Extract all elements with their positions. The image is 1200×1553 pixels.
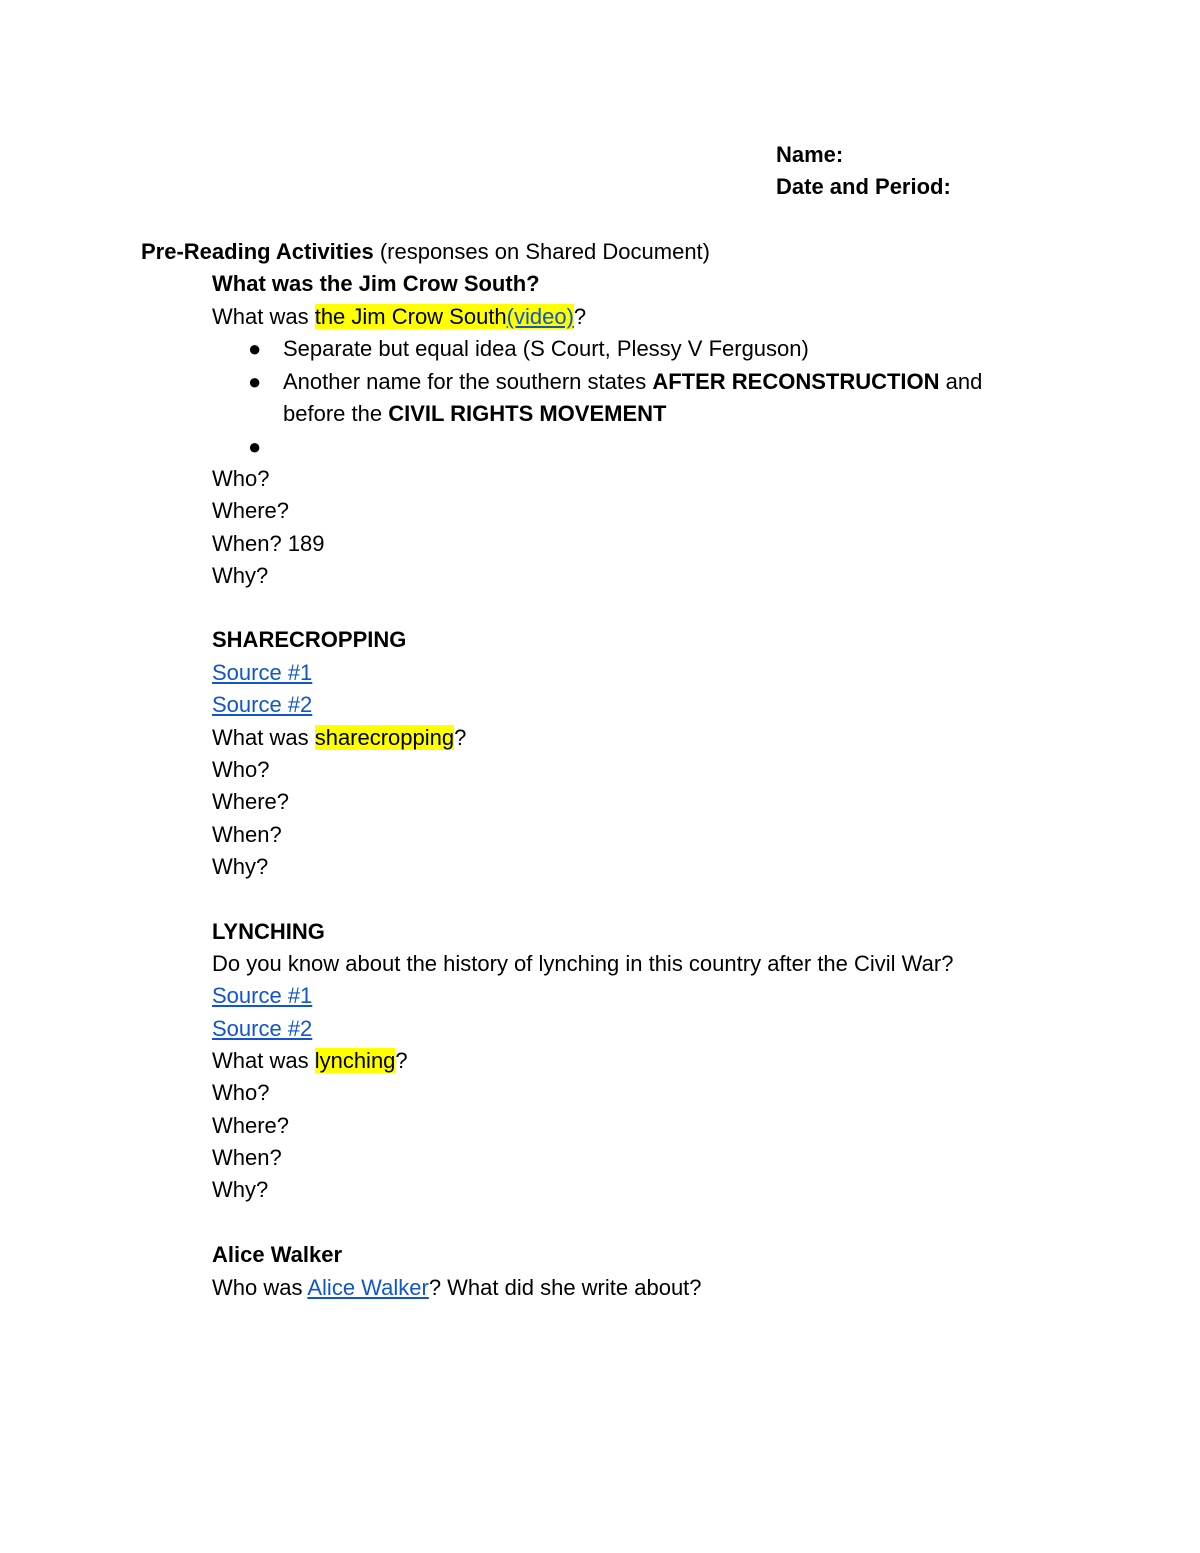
jim-crow-question — [212, 301, 586, 333]
sharecropping-heading: SHARECROPPING — [212, 627, 407, 652]
date-period-label: Date and Period: — [776, 174, 951, 199]
sharecropping-highlight: sharecropping — [314, 725, 455, 750]
name-label: Name: — [776, 142, 844, 167]
bullet-item-2-line-1: Another name for the southern states AFTER RECONSTRUCTION and — [283, 369, 983, 394]
lynching-why: Why? — [212, 1177, 269, 1202]
jim-crow-question-prefix: What was — [212, 304, 315, 329]
lynching-intro: Do you know about the history of lynching in this country after the Civil War? — [212, 951, 954, 976]
title-bold: Pre-Reading Activities — [141, 239, 374, 264]
jim-crow-where: Where? — [212, 498, 290, 523]
jim-crow-heading: What was the Jim Crow South? — [212, 271, 540, 296]
jim-crow-video-link[interactable]: (video) — [506, 304, 574, 329]
bullet-item-2-line-2: before the CIVIL RIGHTS MOVEMENT — [283, 401, 667, 426]
alice-walker-question: Who was Alice Walker? What did she write about? — [212, 1275, 702, 1300]
alice-walker-heading: Alice Walker — [212, 1242, 343, 1267]
lynching-when: When? — [212, 1145, 282, 1170]
bullet-icon: ● — [248, 369, 262, 394]
sharecropping-source-2-link[interactable]: Source #2 — [212, 692, 313, 717]
sharecropping-source-1-link[interactable]: Source #1 — [212, 660, 313, 685]
lynching-who: Who? — [212, 1080, 270, 1105]
sharecropping-why: Why? — [212, 854, 269, 879]
bullet-icon: ● — [248, 434, 262, 459]
page-title — [141, 236, 710, 268]
title-rest: (responses on Shared Document) — [373, 239, 710, 264]
jim-crow-who: Who? — [212, 466, 270, 491]
lynching-source-2-link[interactable]: Source #2 — [212, 1016, 313, 1041]
bullet-item-1: Separate but equal idea (S Court, Plessy V Ferguson) — [283, 336, 809, 361]
lynching-question: What was lynching? — [212, 1048, 408, 1073]
jim-crow-when: When? 189 — [212, 531, 325, 556]
lynching-source-1-link[interactable]: Source #1 — [212, 983, 313, 1008]
jim-crow-highlight: the Jim Crow South — [314, 304, 507, 329]
bullet-icon: ● — [248, 336, 262, 361]
alice-walker-link[interactable]: Alice Walker — [307, 1275, 429, 1300]
sharecropping-who: Who? — [212, 757, 270, 782]
jim-crow-why: Why? — [212, 563, 269, 588]
sharecropping-when: When? — [212, 822, 282, 847]
lynching-where: Where? — [212, 1113, 290, 1138]
sharecropping-where: Where? — [212, 789, 290, 814]
jim-crow-question-suffix: ? — [573, 304, 587, 329]
lynching-highlight: lynching — [314, 1048, 396, 1073]
sharecropping-question: What was sharecropping? — [212, 725, 467, 750]
lynching-heading: LYNCHING — [212, 919, 325, 944]
